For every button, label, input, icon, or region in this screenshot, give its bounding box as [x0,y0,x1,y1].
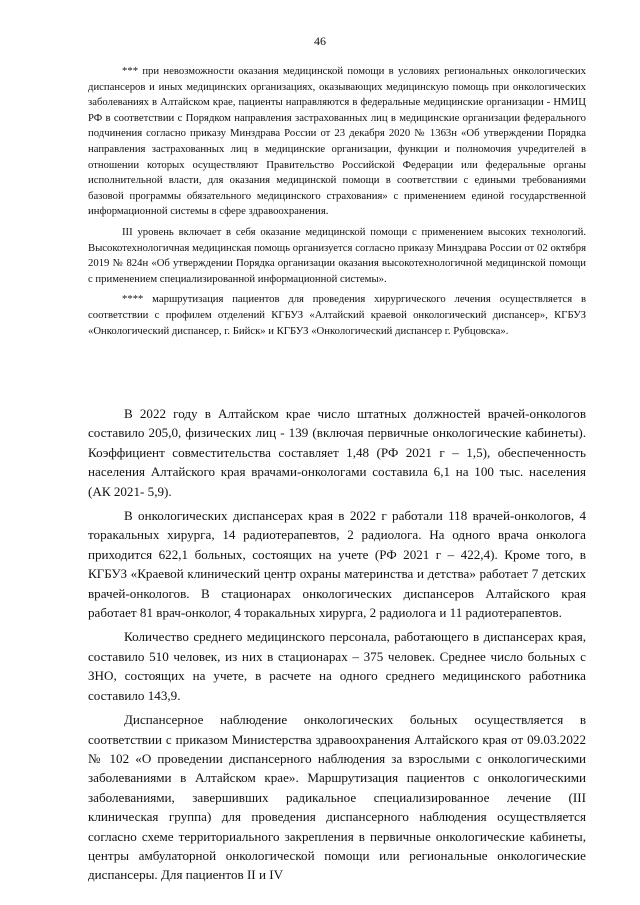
footnote-paragraph: **** маршрутизация пациентов для проведения хирургического лечения осуществляется в соответствии с профилем отделений КГБУЗ «Алтайский краевой онкологический диспансер», КГБУЗ «Онкологический диспансер, г. Бийск» и КГБУЗ «Онкологический диспансер г. Рубцовска». [88,293,586,337]
footnotes-block [88,64,586,344]
body-paragraph: В онкологических диспансерах края в 2022 г работали 118 врачей-онкологов, 4 торакальных хирурга, 14 радиотерапевтов, 2 радиолога. На одного врача онколога приходится 622,1 больных, состоящих на учете (РФ 2021 г – 422,4). Кроме того, в КГБУЗ «Краевой клинический центр охраны материнства и детства» работает 7 детских врачей-онкологов. В стационарах онкологических диспансеров Алтайского края работает 81 врач-онколог, 4 торакальных хирурга, 2 радиолога и 11 радиотерапевтов. [88,508,586,621]
page-number: 46 [314,34,326,48]
body-paragraph: Количество среднего медицинского персонала, работающего в диспансерах края, составило 510 человек, из них в стационарах – 375 человек. Среднее число больных с ЗНО, состоящих на учете, в расчете на одного среднего медицинского работника составило 143,9. [88,629,586,703]
footnote-paragraph: *** при невозможности оказания медицинской помощи в условиях региональных онкологических диспансеров и иных медицинских организациях, оказывающих медицинскую помощь при онкологических заболеваниях в Алтайском крае, пациенты направляются в федеральные медицинские организации - НМИЦ РФ в соответствии с Порядком направления застрахованных лиц в медицинские организации федерального подчинения согласно приказу Минздрава России от 23 декабря 2020 № 1363н «Об утверждении Порядка направления застрахованных лиц в медицинские организации, функции и полномочия учредителей в отношении которых осуществляют Правительство Российской Федерации или федеральные органы исполнительной власти, для оказания медицинской помощи в соответствии с едиными требованиями базовой программы обязательного медицинского страхования» с применением единой государственной информационной системы в сфере здравоохранения. [88,65,586,218]
footnote-paragraph: III уровень включает в себя оказание медицинской помощи с применением высоких технологий. Высокотехнологичная медицинская помощь организуется согласно приказу Минздрава России от 02 октября 2019 № 824н «Об утверждении Порядка организации оказания высокотехнологичной медицинской помощи с применением специализированной информационной системы». [88,225,586,285]
main-text-block [88,404,586,890]
body-paragraph: В 2022 году в Алтайском крае число штатных должностей врачей-онкологов составило 205,0, физических лиц - 139 (включая первичные онкологические кабинеты). Коэффициент совместительства составляет 1,48 (РФ 2021 г – 1,5), обеспеченность населения Алтайского края врачами-онкологами составила 6,1 на 100 тыс. населения (АК 2021- 5,9). [88,406,586,499]
body-paragraph: Диспансерное наблюдение онкологических больных осуществляется в соответствии с приказом Министерства здравоохранения Алтайского края от 09.03.2022 № 102 «О проведении диспансерного наблюдения за взрослыми с онкологическими заболеваниями в Алтайском крае». Маршрутизация пациентов с онкологическими заболеваниями, завершивших радикальное специализированное лечение (III клиническая группа) для проведения диспансерного наблюдения осуществляется согласно схеме территориального закрепления в первичные онкологические кабинеты, центры амбулаторной онкологической помощи или региональные онкологические диспансеры. Для пациентов II и IV [88,712,586,883]
